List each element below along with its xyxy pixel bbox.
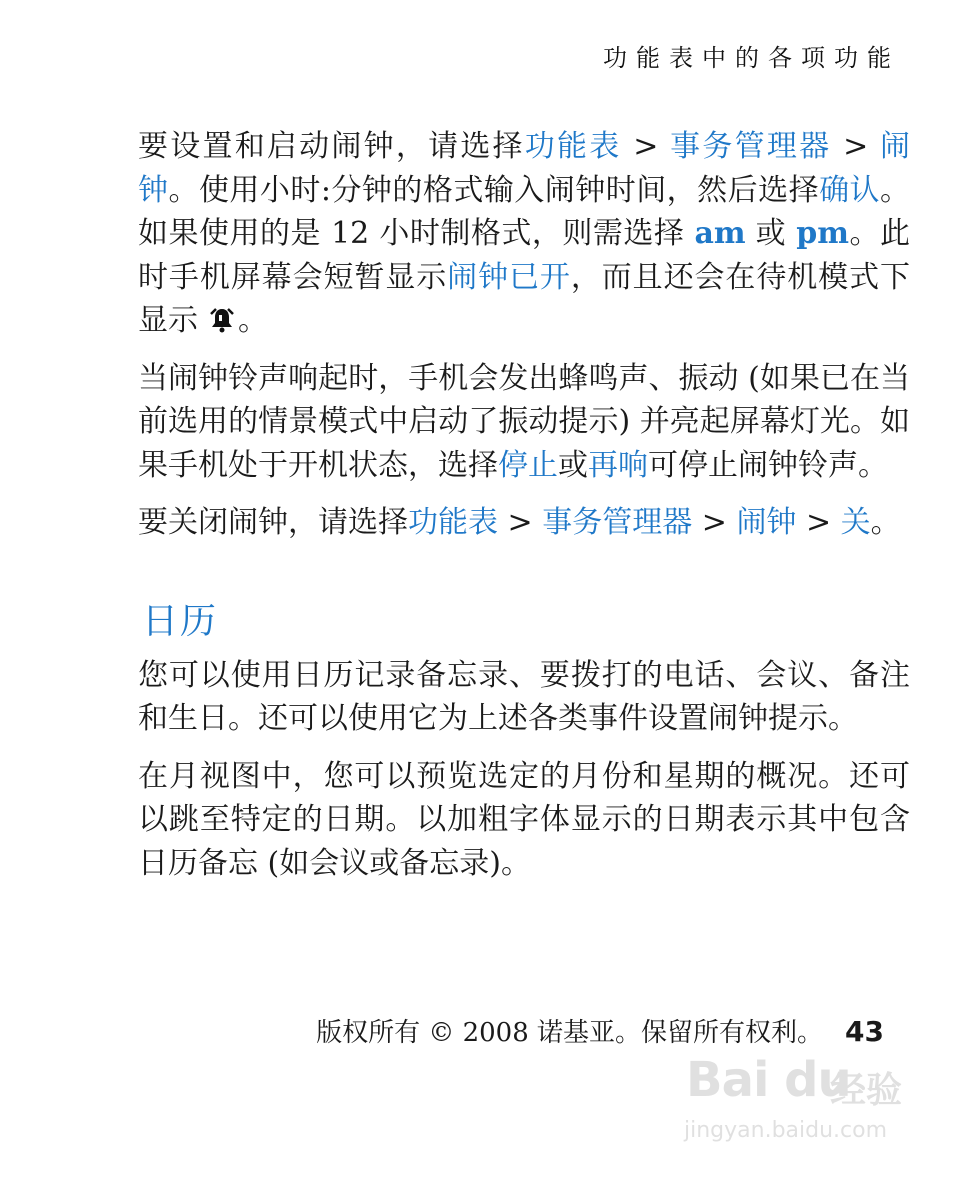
watermark-brand: Bai du (686, 1052, 851, 1108)
text: 可停止闹钟铃声。 (648, 447, 888, 483)
menu-path-link: 功能表 (524, 129, 622, 164)
off-link: 关 (840, 505, 871, 540)
snooze-link: 再响 (588, 447, 648, 483)
watermark-brand-cn: 经验 (830, 1070, 903, 1111)
calendar-month-view-paragraph: 在月视图中，您可以预览选定的月份和星期的概况。还可以跳至特定的日期。以加粗字体显示的日期表示其中包含日历备忘 (如会议或备忘录)。 (138, 758, 910, 881)
page-footer (316, 1012, 884, 1049)
am-option: am (694, 216, 746, 251)
alarm-clock-link: 闹钟 (138, 129, 911, 208)
text: 要设置和启动闹钟，请选择 (138, 129, 525, 164)
baidu-jingyan-watermark (680, 1048, 920, 1158)
alarm-clock-icon (208, 303, 236, 331)
text: 要关闭闹钟，请选择 (138, 505, 408, 540)
menu-path-link: 功能表 (408, 505, 498, 540)
alarm-off-paragraph (138, 501, 910, 545)
running-header: 功能表中的各项功能 (603, 44, 900, 72)
calendar-section-title: 日历 (142, 600, 219, 642)
pm-option: pm (796, 216, 849, 251)
text: 。 (238, 303, 268, 338)
alarm-on-status: 闹钟已开 (447, 259, 571, 295)
copyright-notice: 版权所有 © 2008 诺基亚。保留所有权利。 (316, 1018, 824, 1048)
text: 或 (558, 447, 588, 483)
text: 。使用小时:分钟的格式输入闹钟时间，然后选择 (168, 172, 820, 208)
alarm-set-paragraph (138, 125, 910, 343)
page-content (138, 125, 910, 899)
text: 。 (870, 505, 901, 540)
path-separator: > (621, 129, 671, 164)
watermark-url: jingyan.baidu.com (684, 1118, 888, 1143)
page-number: 43 (845, 1015, 884, 1048)
confirm-link: 确认 (819, 172, 881, 208)
path-separator: > (498, 505, 543, 540)
alarm-clock-link: 闹钟 (736, 505, 797, 540)
alarm-ring-paragraph (138, 357, 910, 488)
calendar-intro-paragraph: 您可以使用日历记录备忘录、要拨打的电话、会议、备注和生日。还可以使用它为上述各类事件设置闹钟提示。 (138, 657, 910, 736)
organizer-link: 事务管理器 (670, 129, 832, 164)
text: 或 (745, 216, 797, 251)
path-separator: > (692, 505, 737, 540)
path-separator: > (796, 505, 841, 540)
stop-link: 停止 (498, 447, 558, 483)
text: 。此时手机屏幕会短暂显示 (138, 216, 911, 295)
text: 。如果使用的是 12 小时制格式，则需选择 (138, 172, 911, 251)
organizer-link: 事务管理器 (542, 505, 693, 540)
path-separator: > (831, 129, 881, 164)
text: ，而且还会在待机模式下显示 (138, 259, 911, 338)
text: 当闹钟铃声响起时，手机会发出蜂鸣声、振动 (如果已在当前选用的情景模式中启动了振动提示) 并亮起屏幕灯光。如果手机处于开机状态，选择 (138, 360, 910, 483)
